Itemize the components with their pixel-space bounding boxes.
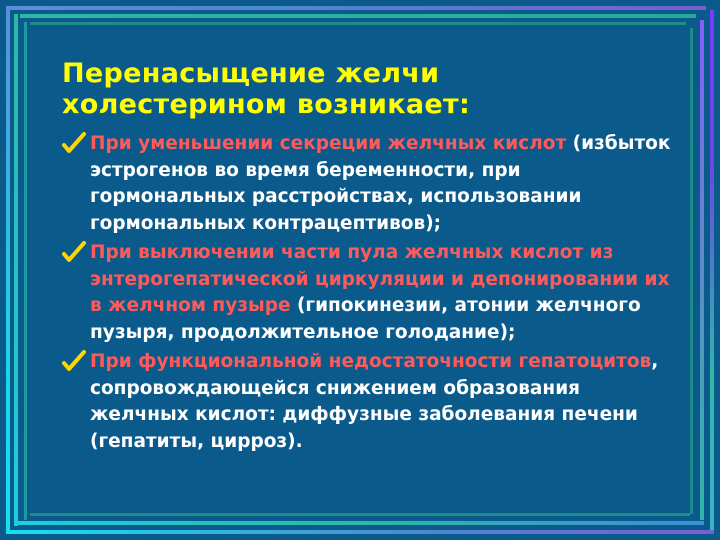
checkmark-icon: [62, 349, 86, 375]
frame-bar-left-inner: [24, 22, 27, 520]
bullet-item-3-highlight: При функциональной недостаточности гепатоцитов: [90, 351, 652, 372]
frame-bar-left-outer: [6, 6, 10, 534]
slide-title-line-2: холестерином возникает:: [62, 89, 471, 120]
bullet-item-1: [62, 131, 682, 237]
bullet-list: [62, 131, 682, 458]
frame-bar-top-middle: [20, 14, 696, 18]
frame-bar-bottom-middle: [18, 521, 704, 525]
frame-bar-bottom-inner: [30, 513, 690, 516]
frame-bar-top-outer: [6, 6, 706, 10]
checkmark-icon: [62, 131, 86, 157]
frame-bar-left-middle: [14, 14, 18, 526]
bullet-item-3: [62, 349, 682, 455]
bullet-item-2-text: (гипокинезии, атонии желчного пузыря, продолжительное голодание);: [90, 295, 641, 343]
slide-title: [62, 58, 662, 120]
frame-bar-top-inner: [30, 22, 686, 25]
frame-bar-right-middle: [700, 20, 704, 520]
frame-bar-bottom-outer: [6, 530, 714, 534]
frame-bar-right-outer: [710, 10, 714, 530]
checkmark-icon: [62, 240, 86, 266]
bullet-item-3-text: , сопровождающейся снижением образования желчных кислот: диффузные заболевания печени (гепатиты, цирроз).: [90, 351, 659, 452]
bullet-item-2-highlight: При выключении части пула желчных кислот из энтерогепатической циркуляции и депонировании их в желчном пузыре: [90, 242, 670, 316]
slide-title-line-1: Перенасыщение желчи: [62, 58, 440, 89]
bullet-item-2: [62, 240, 682, 346]
frame-bar-right-inner: [690, 28, 693, 514]
bullet-item-1-text: (избыток эстрогенов во время беременности, при гормональных расстройствах, использовании гормональных контрацептивов);: [90, 133, 671, 234]
bullet-item-1-highlight: При уменьшении секреции желчных кислот: [90, 133, 567, 154]
